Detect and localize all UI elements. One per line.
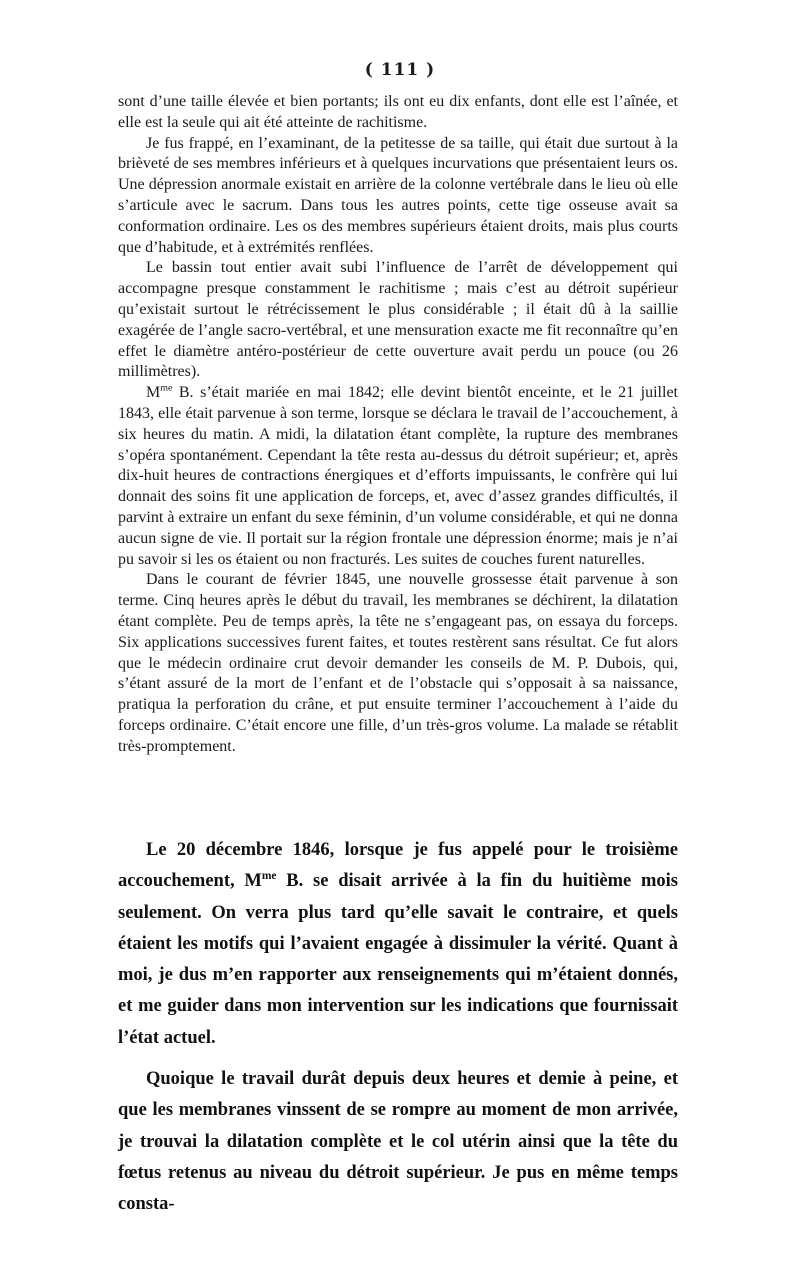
large-text-block: [118, 835, 678, 1231]
paragraph-first-delivery-text: B. s’était mariée en mai 1842; elle devint bientôt enceinte, et le 21 juillet 1843, elle était parvenue à son terme, lorsque se déclara le travail de l’accouchement, à six heures du matin. A midi, la dilatation étant complète, la rupture des membranes s’opéra spontanément. Cependant la tête resta au-dessus du détroit supérieur; et, après dix-huit heures de contractions énergiques et d’efforts impuissants, le confrère qui lui donnait des soins fit une application de forceps, et, avec d’assez grandes difficultés, il parvint à extraire un enfant du sexe féminin, d’un volume considérable, et qui ne donna aucun signe de vie. Il portait sur la région frontale une dépression énorme; mais je n’ai pu savoir si les os étaient ou non fracturés. Les suites de couches furent naturelles.: [118, 384, 678, 568]
paragraph-second-delivery: Dans le courant de février 1845, une nouvelle grossesse était parvenue à son terme. Cinq heures après le début du travail, les membranes se déchirent, la dilatation étant complète. Peu de temps après, la tête ne s’engageant pas, on essaya du forceps. Six applications successives furent faites, et toutes restèrent sans résultat. Ce fut alors que le médecin ordinaire crut devoir demander les conseils de M. P. Dubois, qui, s’étant assuré de la mort de l’enfant et de l’obstacle qui s’opposait à sa naissance, pratiqua la perforation du crâne, et put ensuite terminer l’accouchement à l’aide du forceps ordinaire. C’était encore une fille, d’un très-gros volume. La malade se rétablit très-promptement.: [118, 571, 678, 755]
title-superscript-large: me: [261, 870, 277, 883]
paragraph-pelvis: Le bassin tout entier avait subi l’influence de l’arrêt de développement qui accompagne presque constamment le rachitisme ; mais c’est au détroit supérieur qu’existait surtout le rétrécissement le plus considérable ; il était dû à la saillie exagérée de l’angle sacro-vertébral, et une mensuration exacte me fit reconnaître qu’en effet le diamètre antéro-postérieur de cette ouverture avait perdu un pouce (ou 26 millimètres).: [118, 259, 678, 381]
title-superscript: me: [160, 382, 173, 394]
paragraph-first-delivery: [118, 383, 678, 570]
paragraph-labor-observation: Quoique le travail durât depuis deux heures et demie à peine, et que les membranes vinssent de se rompre au moment de mon arrivée, je trouvai la dilatation complète et le col utérin ainsi que la tête du fœtus retenus au niveau du détroit supérieur. Je pus en même temps consta-: [118, 1069, 678, 1215]
paragraph-third-delivery: [118, 835, 678, 1054]
title-madame: M: [146, 384, 161, 402]
page-number: ( 111 ): [364, 60, 436, 80]
paragraph-continued: sont d’une taille élevée et bien portants; ils ont eu dix enfants, dont elle est l’aînée, et elle est la seule qui ait été atteinte de rachitisme.: [118, 93, 678, 131]
paragraph-third-delivery-start: Le 20 décembre 1846, lorsque je fus appelé pour le troisième accouchement, M: [118, 840, 678, 892]
paragraph-examination: Je fus frappé, en l’examinant, de la petitesse de sa taille, qui était due surtout à la brièveté de ses membres inférieurs et à quelques incurvations que présentaient leurs os. Une dépression anormale existait en arrière de la colonne vertébrale dans le lieu où elle s’articule avec le sacrum. Dans tous les autres points, cette tige osseuse avait sa conformation ordinaire. Les os des membres supérieurs étaient droits, mais plus courts que d’habitude, et à extrémités renflées.: [118, 134, 678, 256]
paragraph-third-delivery-end: B. se disait arrivée à la fin du huitième mois seulement. On verra plus tard qu’elle savait le contraire, et quels étaient les motifs qui l’avaient engagée à dissimuler la vérité. Quant à moi, je dus m’en rapporter aux renseignements qui m’étaient donnés, et me guider dans mon intervention sur les indications que fournissait l’état actuel.: [118, 871, 678, 1048]
small-text-block: [118, 92, 678, 758]
